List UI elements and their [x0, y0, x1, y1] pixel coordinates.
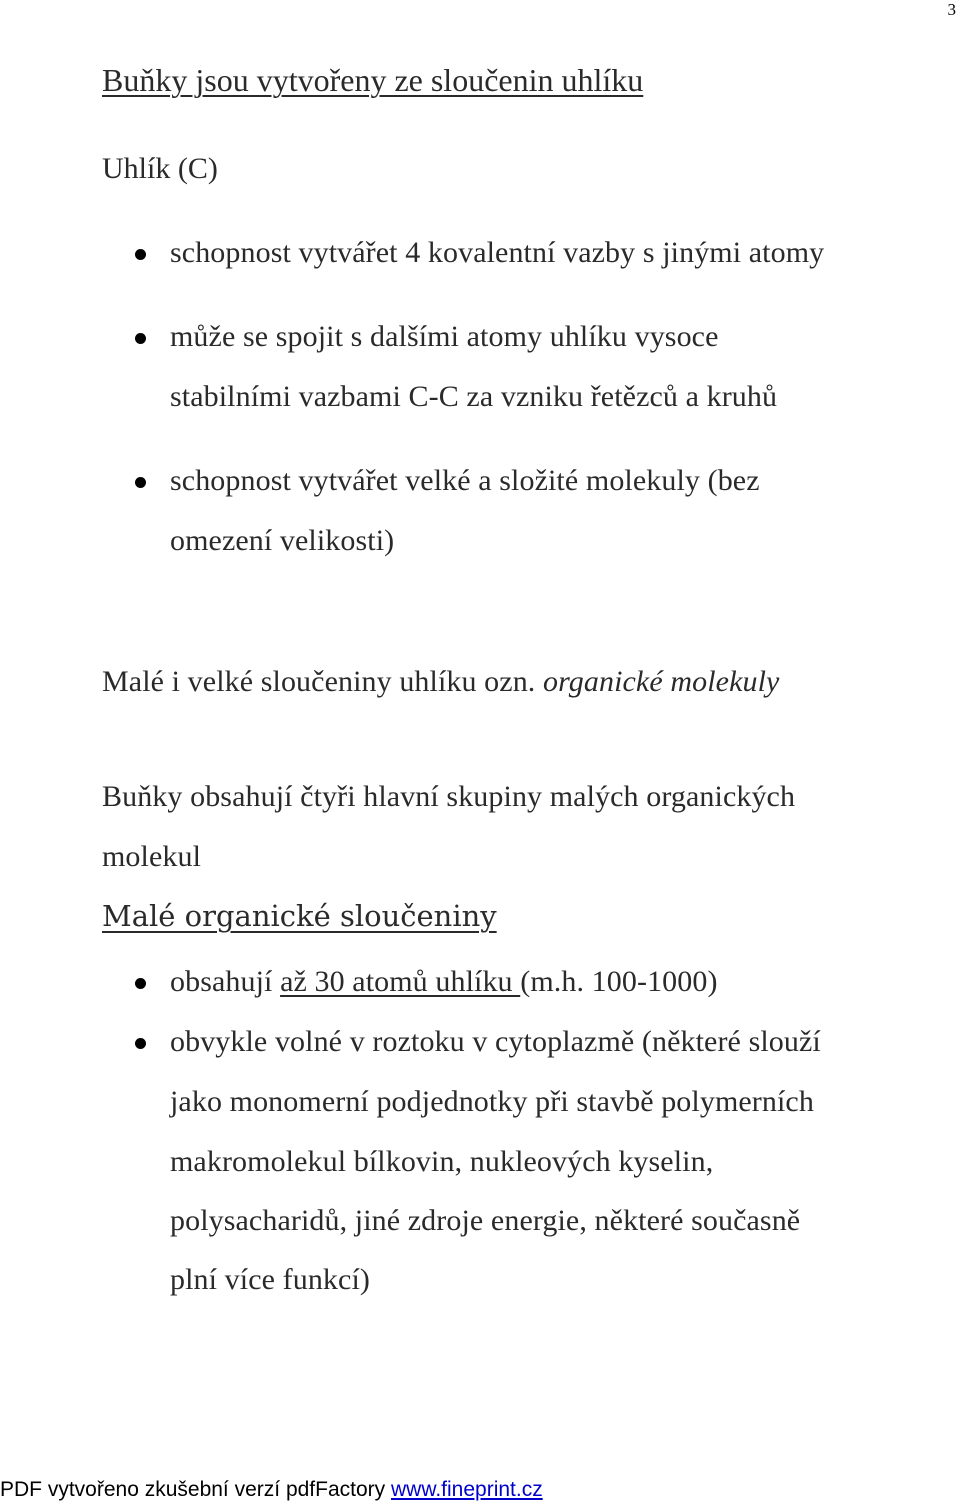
- footer: [0, 1478, 543, 1502]
- page-number: 3: [947, 0, 956, 19]
- small-compounds-bullet-1-prefix: obsahují: [170, 965, 281, 998]
- groups-paragraph-line-2: molekul: [102, 840, 202, 873]
- bullet-dot: [135, 1038, 146, 1049]
- small-compounds-bullet-1-underlined: až 30 atomů uhlíku: [280, 965, 521, 998]
- organic-line-italic: organické molekuly: [543, 665, 780, 698]
- organic-line-prefix: Malé i velké sloučeniny uhlíku ozn.: [102, 665, 544, 698]
- carbon-bullet-3-line-2: omezení velikosti): [170, 524, 395, 557]
- bullet-dot: [135, 477, 146, 488]
- footer-link[interactable]: www.fineprint.cz: [390, 1478, 543, 1501]
- section-heading: Malé organické sloučeniny: [102, 899, 497, 933]
- bullet-dot: [135, 333, 146, 344]
- carbon-bullet-2-line-2: stabilními vazbami C-C za vzniku řetězců a kruhů: [170, 380, 778, 413]
- groups-paragraph-line-1: Buňky obsahují čtyři hlavní skupiny malých organických: [102, 780, 796, 813]
- bullet-dot: [135, 978, 146, 989]
- organic-molecules-line: [102, 665, 779, 699]
- small-compounds-bullet-2-line-5: plní více funkcí): [170, 1263, 370, 1296]
- small-compounds-bullet-1: [170, 965, 718, 999]
- page-heading: Buňky jsou vytvořeny ze sloučenin uhlíku: [102, 62, 644, 98]
- carbon-bullet-2-line-1: může se spojit s dalšími atomy uhlíku vysoce: [170, 320, 719, 353]
- carbon-bullet-1-line-1: schopnost vytvářet 4 kovalentní vazby s jinými atomy: [170, 236, 825, 269]
- bullet-dot: [135, 249, 146, 260]
- carbon-subheading: Uhlík (C): [102, 152, 218, 185]
- small-compounds-bullet-2-line-2: jako monomerní podjednotky při stavbě polymerních: [170, 1085, 814, 1118]
- carbon-bullet-3-line-1: schopnost vytvářet velké a složité molekuly (bez: [170, 464, 760, 497]
- footer-text: PDF vytvořeno zkušební verzí pdfFactory: [0, 1478, 391, 1501]
- small-compounds-bullet-1-suffix: (m.h. 100-1000): [520, 965, 718, 998]
- small-compounds-bullet-2-line-4: polysacharidů, jiné zdroje energie, některé současně: [170, 1204, 801, 1237]
- small-compounds-bullet-2-line-3: makromolekul bílkovin, nukleových kyselin,: [170, 1145, 714, 1178]
- small-compounds-bullet-2-line-1: obvykle volné v roztoku v cytoplazmě (některé slouží: [170, 1025, 821, 1058]
